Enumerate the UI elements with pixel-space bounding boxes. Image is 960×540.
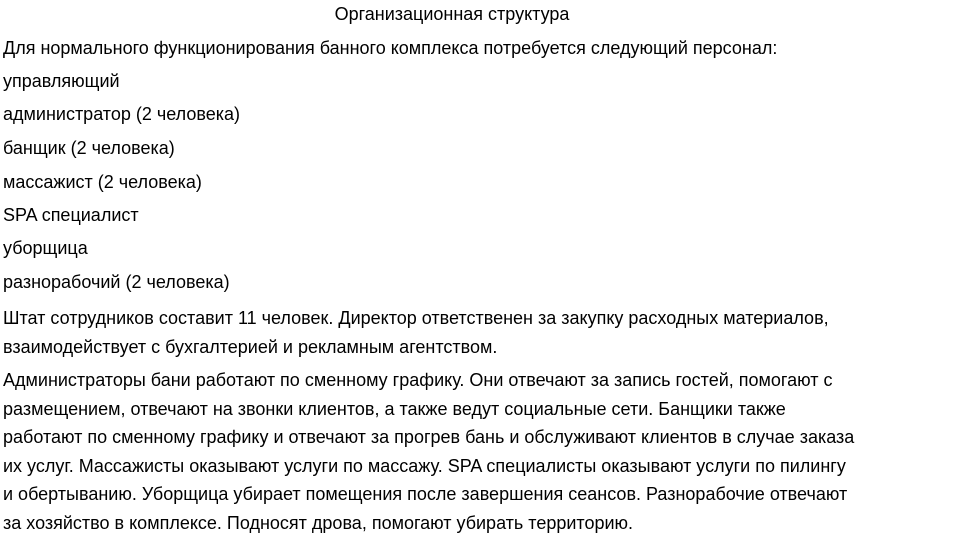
staff-item-masseur: массажист (2 человека): [3, 172, 202, 192]
staff-item-manager: управляющий: [3, 71, 120, 91]
intro-text: Для нормального функционирования банного комплекса потребуется следующий персонал:: [3, 38, 778, 58]
paragraph-line: Штат сотрудников составит 11 человек. Директор ответственен за закупку расходных материалов,: [3, 308, 829, 328]
paragraph-line: и обертыванию. Уборщица убирает помещения после завершения сеансов. Разнорабочие отвечают: [3, 484, 848, 504]
staff-item-handyman: разнорабочий (2 человека): [3, 272, 230, 292]
staff-item-administrator: администратор (2 человека): [3, 104, 241, 124]
staff-item-bath-attendant: банщик (2 человека): [3, 138, 175, 158]
paragraph-line: работают по сменному графику и отвечают за прогрев бань и обслуживают клиентов в случае заказа: [3, 427, 855, 447]
staff-item-spa-specialist: SPA специалист: [3, 205, 139, 225]
paragraph-line: их услуг. Массажисты оказывают услуги по массажу. SPA специалисты оказывают услуги по пилингу: [3, 455, 846, 476]
paragraph-line: Администраторы бани работают по сменному графику. Они отвечают за запись гостей, помогают с: [3, 370, 833, 390]
paragraph-line: размещением, отвечают на звонки клиентов, а также ведут социальные сети. Банщики также: [3, 398, 786, 419]
staff-summary-paragraph: [3, 304, 953, 362]
slide-title: Организационная структура: [334, 4, 570, 24]
paragraph-line: взаимодействует с бухгалтерией и рекламным агентством.: [3, 337, 498, 357]
duties-paragraph: [3, 366, 953, 537]
staff-item-cleaner: уборщица: [3, 238, 88, 258]
paragraph-line: за хозяйство в комплексе. Подносят дрова, помогают убирать территорию.: [3, 512, 634, 533]
